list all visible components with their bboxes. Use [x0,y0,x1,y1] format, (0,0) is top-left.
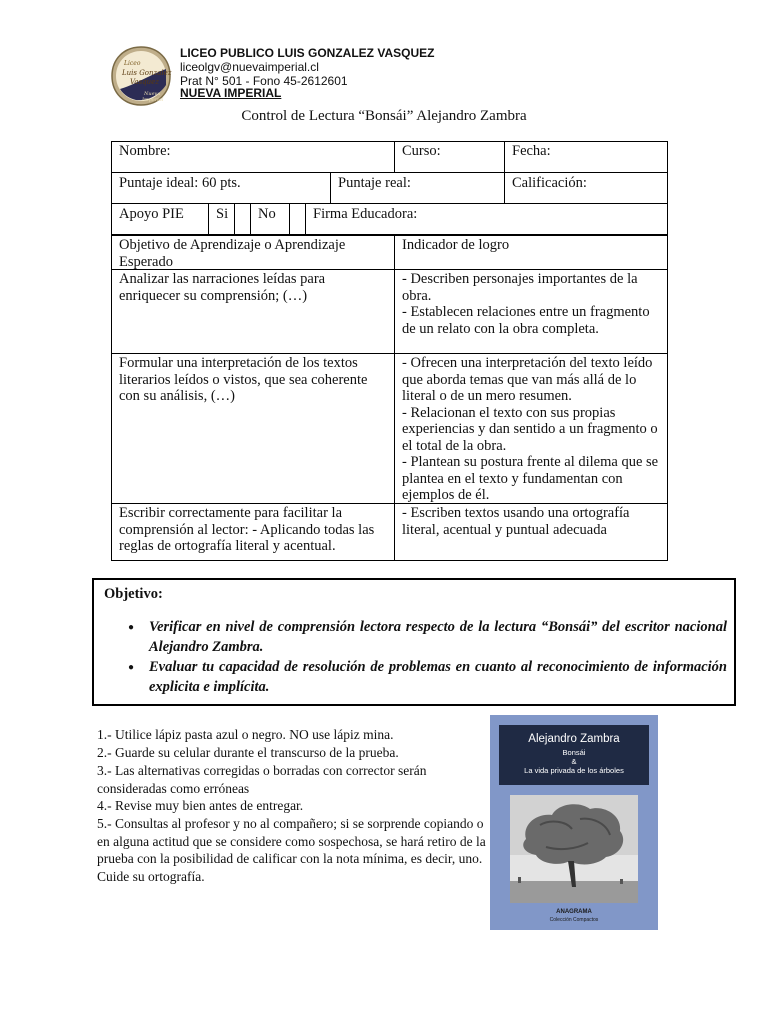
svg-text:Vasquez: Vasquez [130,78,159,86]
si-label: Si [208,204,235,234]
cover-title-panel [499,725,649,785]
school-name: LICEO PUBLICO LUIS GONZALEZ VASQUEZ [180,46,435,60]
indicator-item: - Plantean su postura frente al dilema que se plantea en el texto y fundamentan con ejemplos de él. [402,454,659,503]
table-row [112,270,667,354]
apoyo-pie-label: Apoyo PIE [119,206,184,222]
instruction-item: 3.- Las alternativas corregidas o borradas con corrector serán consideradas como erróneas [97,763,427,796]
indicator-item: - Describen personajes importantes de la obra. [402,271,638,304]
school-logo [110,45,172,107]
svg-text:Luis Gonzalez: Luis Gonzalez [122,69,172,77]
objective-item: Verificar en nivel de comprensión lectora respecto de la lectura “Bonsái” del escritor nacional Alejandro Zambra. [149,619,727,655]
nombre-field[interactable]: Nombre: [119,143,171,159]
cover-tree-photo [510,795,638,903]
cover-publisher: ANAGRAMA [556,909,592,915]
indicator-list [394,354,667,503]
instruction-item: 4.- Revise muy bien antes de entregar. [97,798,304,813]
objective-title: Objetivo: [104,586,163,602]
cover-title-2: La vida privada de los árboles [524,766,624,775]
bullet-icon: ● [128,662,135,673]
svg-text:Nueva: Nueva [144,91,161,97]
school-email: liceolgv@nuevaimperial.cl [180,60,319,74]
cover-title-1: Bonsái [562,748,586,757]
objective-text: Analizar las narraciones leídas para enriquecer su comprensión; (…) [119,271,326,304]
book-cover-image [490,715,658,930]
svg-text:Imperial: Imperial [142,97,164,103]
indicator-list [394,270,667,353]
fecha-field[interactable]: Fecha: [504,142,667,172]
cover-collection: Colección Compactos [549,917,599,923]
objective-item: Evaluar tu capacidad de resolución de problemas en cuanto al reconocimiento de información explicita e implícita. [149,659,727,695]
objective-box [92,578,736,706]
instruction-item: 1.- Utilice lápiz pasta azul o negro. NO use lápiz mina. [97,727,394,742]
col-header-objective: Objetivo de Aprendizaje o Aprendizaje Esperado [119,237,346,270]
instruction-item: 2.- Guarde su celular durante el transcurso de la prueba. [97,745,399,760]
puntaje-ideal: Puntaje ideal: 60 pts. [119,175,241,191]
school-city: NUEVA IMPERIAL [180,86,282,100]
page-title: Control de Lectura “Bonsái” Alejandro Zambra [241,108,527,124]
indicator-list [394,504,667,560]
indicator-item: - Relacionan el texto con sus propias experiencias y dan sentido a un fragmento o el total de la obra. [402,404,658,454]
cover-author: Alejandro Zambra [528,733,620,745]
no-checkbox[interactable] [289,204,306,234]
si-checkbox[interactable] [234,204,251,234]
objective-text: Escribir correctamente para facilitar la comprensión al lector: - Aplicando todas las reglas de ortografía literal y acentual. [119,505,375,554]
curso-field[interactable]: Curso: [394,142,505,172]
table-row [112,354,667,504]
puntaje-real-field[interactable]: Puntaje real: [330,173,505,203]
cover-amp: & [571,757,577,766]
school-address: Prat N° 501 - Fono 45-2612601 [180,74,348,88]
indicator-item: - Establecen relaciones entre un fragmento de un relato con la obra completa. [402,304,650,337]
bullet-icon: ● [128,622,135,633]
indicator-item: - Escriben textos usando una ortografía literal, acentual y puntual adecuada [402,505,630,538]
indicator-item: - Ofrecen una interpretación del texto leído que aborda temas que van más allá de lo literal o de un mero resumen. [402,355,653,404]
no-label: No [250,204,290,234]
firma-field[interactable]: Firma Educadora: [305,204,667,234]
objectives-table [111,234,668,561]
instruction-item: 5.- Consultas al profesor y no al compañero; si se sorprende copiando o en alguna actitud que se considere como sospechosa, se hará retiro de la prueba con la posibilidad de calificar con la nota mínima, es decir, uno. Cuide su ortografía. [97,816,486,884]
table-row [112,504,667,561]
objective-text: Formular una interpretación de los textos literarios leídos o vistos, que sea coherente con su análisis, (…) [119,355,368,404]
col-header-indicator: Indicador de logro [394,236,667,269]
student-info-table [111,141,668,235]
svg-text:Liceo: Liceo [124,60,141,67]
calificacion-field[interactable]: Calificación: [504,173,667,203]
